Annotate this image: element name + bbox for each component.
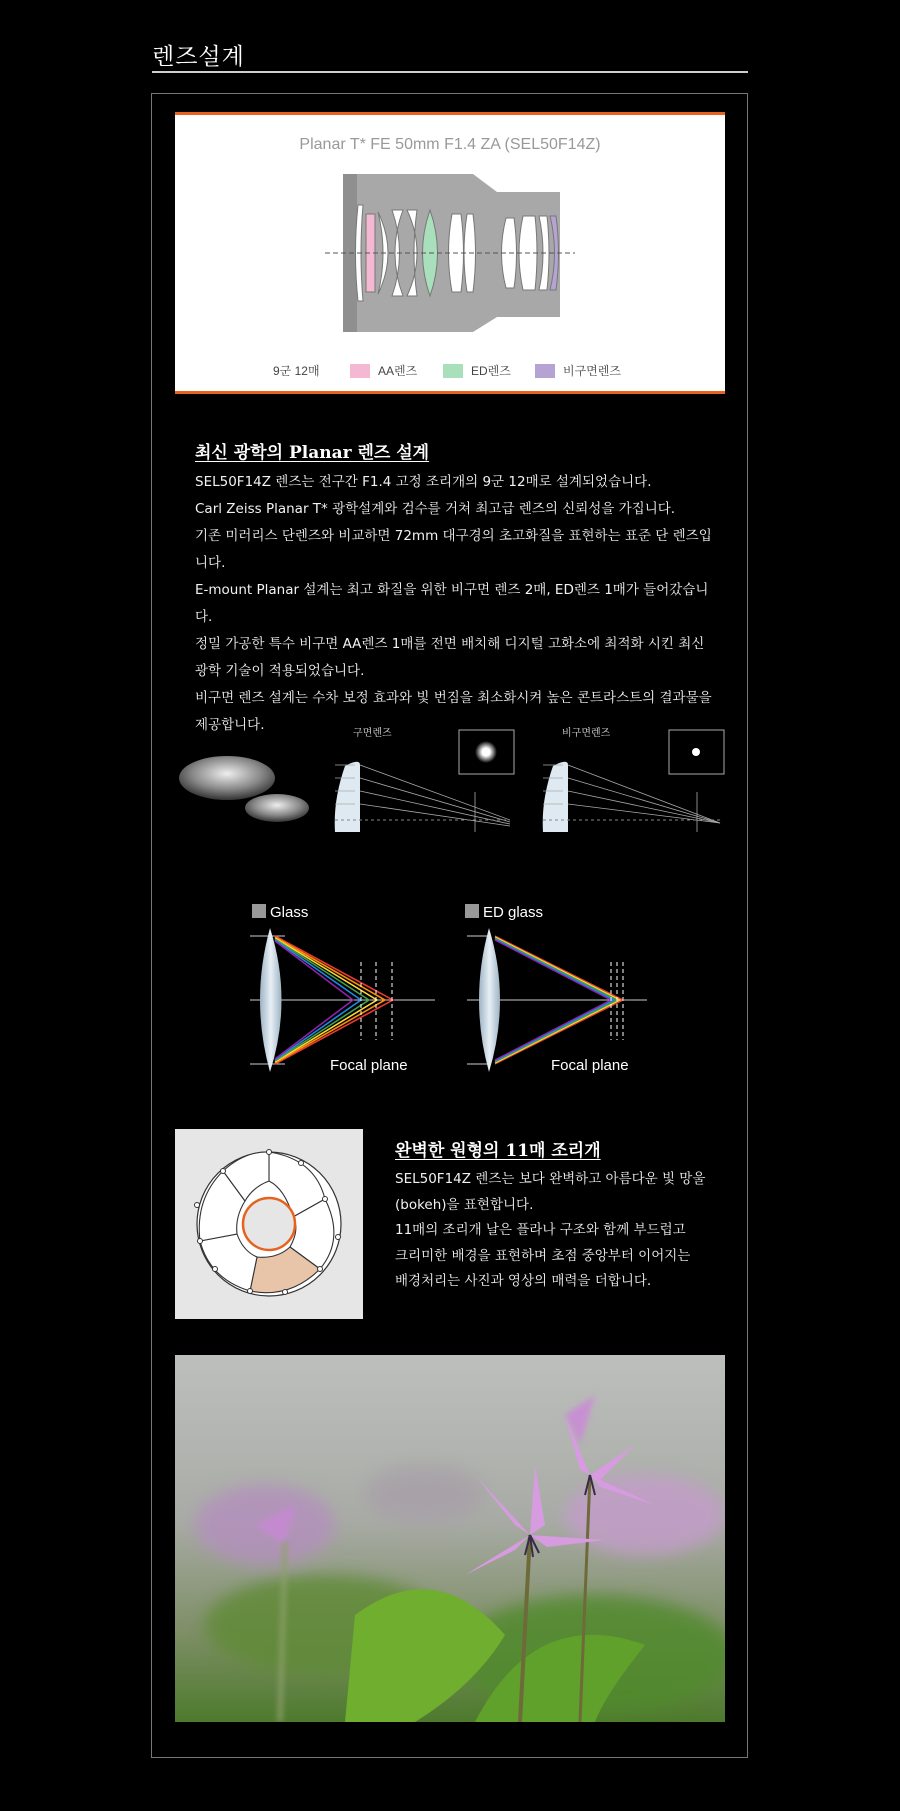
- flower-photo: [175, 1355, 725, 1722]
- spherical-ray-diagram: [335, 730, 514, 832]
- bokeh-sample-photo: [175, 1355, 725, 1722]
- ed-glass-label: ED glass: [483, 904, 544, 921]
- aa-swatch: [350, 364, 370, 378]
- legend-aspherical-label: 비구면렌즈: [563, 364, 621, 378]
- diagram-legend: [273, 362, 320, 379]
- planar-line-8: 제공합니다.: [195, 717, 265, 733]
- glass-swatch: [252, 904, 266, 918]
- lens-construction-diagram: [175, 112, 725, 394]
- ed-focal-plane-label: Focal plane: [551, 1057, 629, 1074]
- glass-vs-ed-figure: [245, 900, 665, 1080]
- ed-glass-swatch: [465, 904, 479, 918]
- title-divider: [152, 71, 748, 73]
- legend-element-count: 9군 12매: [273, 364, 320, 378]
- planar-line-3: 기존 미러리스 단렌즈와 비교하면 72mm 대구경의 초고화질을 표현하는 표준 단 렌즈입니다.: [195, 528, 712, 571]
- planar-line-6: 광학 기술이 적용되었습니다.: [195, 663, 365, 679]
- planar-line-5: 정밀 가공한 특수 비구면 AA렌즈 1매를 전면 배치해 디지털 고화소에 최적화 시킨 최신: [195, 636, 705, 652]
- ed-glass-dispersion-diagram: [467, 928, 647, 1074]
- aperture-line-1: SEL50F14Z 렌즈는 보다 완벽하고 아름다운 빛 망울: [395, 1171, 706, 1187]
- diagram-title: Planar T* FE 50mm F1.4 ZA (SEL50F14Z): [299, 136, 601, 153]
- legend-aa-label: AA렌즈: [378, 364, 418, 378]
- aperture-line-4: 크리미한 배경을 표현하며 초점 중앙부터 이어지는: [395, 1247, 691, 1264]
- spherical-lens-label: 구면렌즈: [353, 728, 392, 739]
- planar-line-1: SEL50F14Z 렌즈는 전구간 F1.4 고정 조리개의 9군 12매로 설계되었습니다.: [195, 474, 652, 490]
- lens-cross-section: [175, 112, 725, 394]
- aperture-section: [395, 1136, 725, 1295]
- planar-line-2: Carl Zeiss Planar T* 광학설계와 검수를 거쳐 최고급 렌즈의 신뢰성을 가집니다.: [195, 501, 676, 517]
- aspherical-lens-photo: [179, 756, 309, 822]
- glass-dispersion-diagram: [250, 928, 435, 1074]
- aspherical-lens-label: 비구면렌즈: [562, 728, 611, 739]
- aperture-line-5: 배경처리는 사진과 영상의 매력을 더합니다.: [395, 1273, 652, 1289]
- aperture-heading: 완벽한 원형의 11매 조리개: [395, 1141, 601, 1161]
- planar-design-section: [195, 438, 715, 739]
- planar-design-heading: 최신 광학의 Planar 렌즈 설계: [195, 443, 430, 463]
- ed-swatch: [443, 364, 463, 378]
- aperture-blade-diagram: [175, 1129, 363, 1319]
- legend-aa: [350, 362, 417, 379]
- aperture-illustration: [175, 1129, 363, 1319]
- aspherical-comparison-figure: [175, 720, 735, 840]
- legend-ed-label: ED렌즈: [471, 364, 511, 378]
- legend-ed: [443, 362, 511, 379]
- planar-line-7: 비구면 렌즈 설계는 수차 보정 효과와 빛 번짐을 최소화시켜 높은 콘트라스트의 결과물을: [195, 690, 712, 706]
- aspherical-swatch: [535, 364, 555, 378]
- planar-line-4: E-mount Planar 설계는 최고 화질을 위한 비구면 렌즈 2매, ED렌즈 1매가 들어갔습니다.: [195, 582, 709, 625]
- glass-label: Glass: [270, 904, 309, 921]
- page-title: 렌즈설계: [152, 44, 245, 70]
- aperture-line-2: (bokeh)을 표현합니다.: [395, 1196, 534, 1213]
- legend-aspherical: [535, 362, 621, 379]
- glass-focal-plane-label: Focal plane: [330, 1057, 408, 1074]
- aperture-line-3: 11매의 조리개 날은 플라나 구조와 함께 부드럽고: [395, 1222, 686, 1238]
- aspherical-ray-diagram: [543, 730, 724, 832]
